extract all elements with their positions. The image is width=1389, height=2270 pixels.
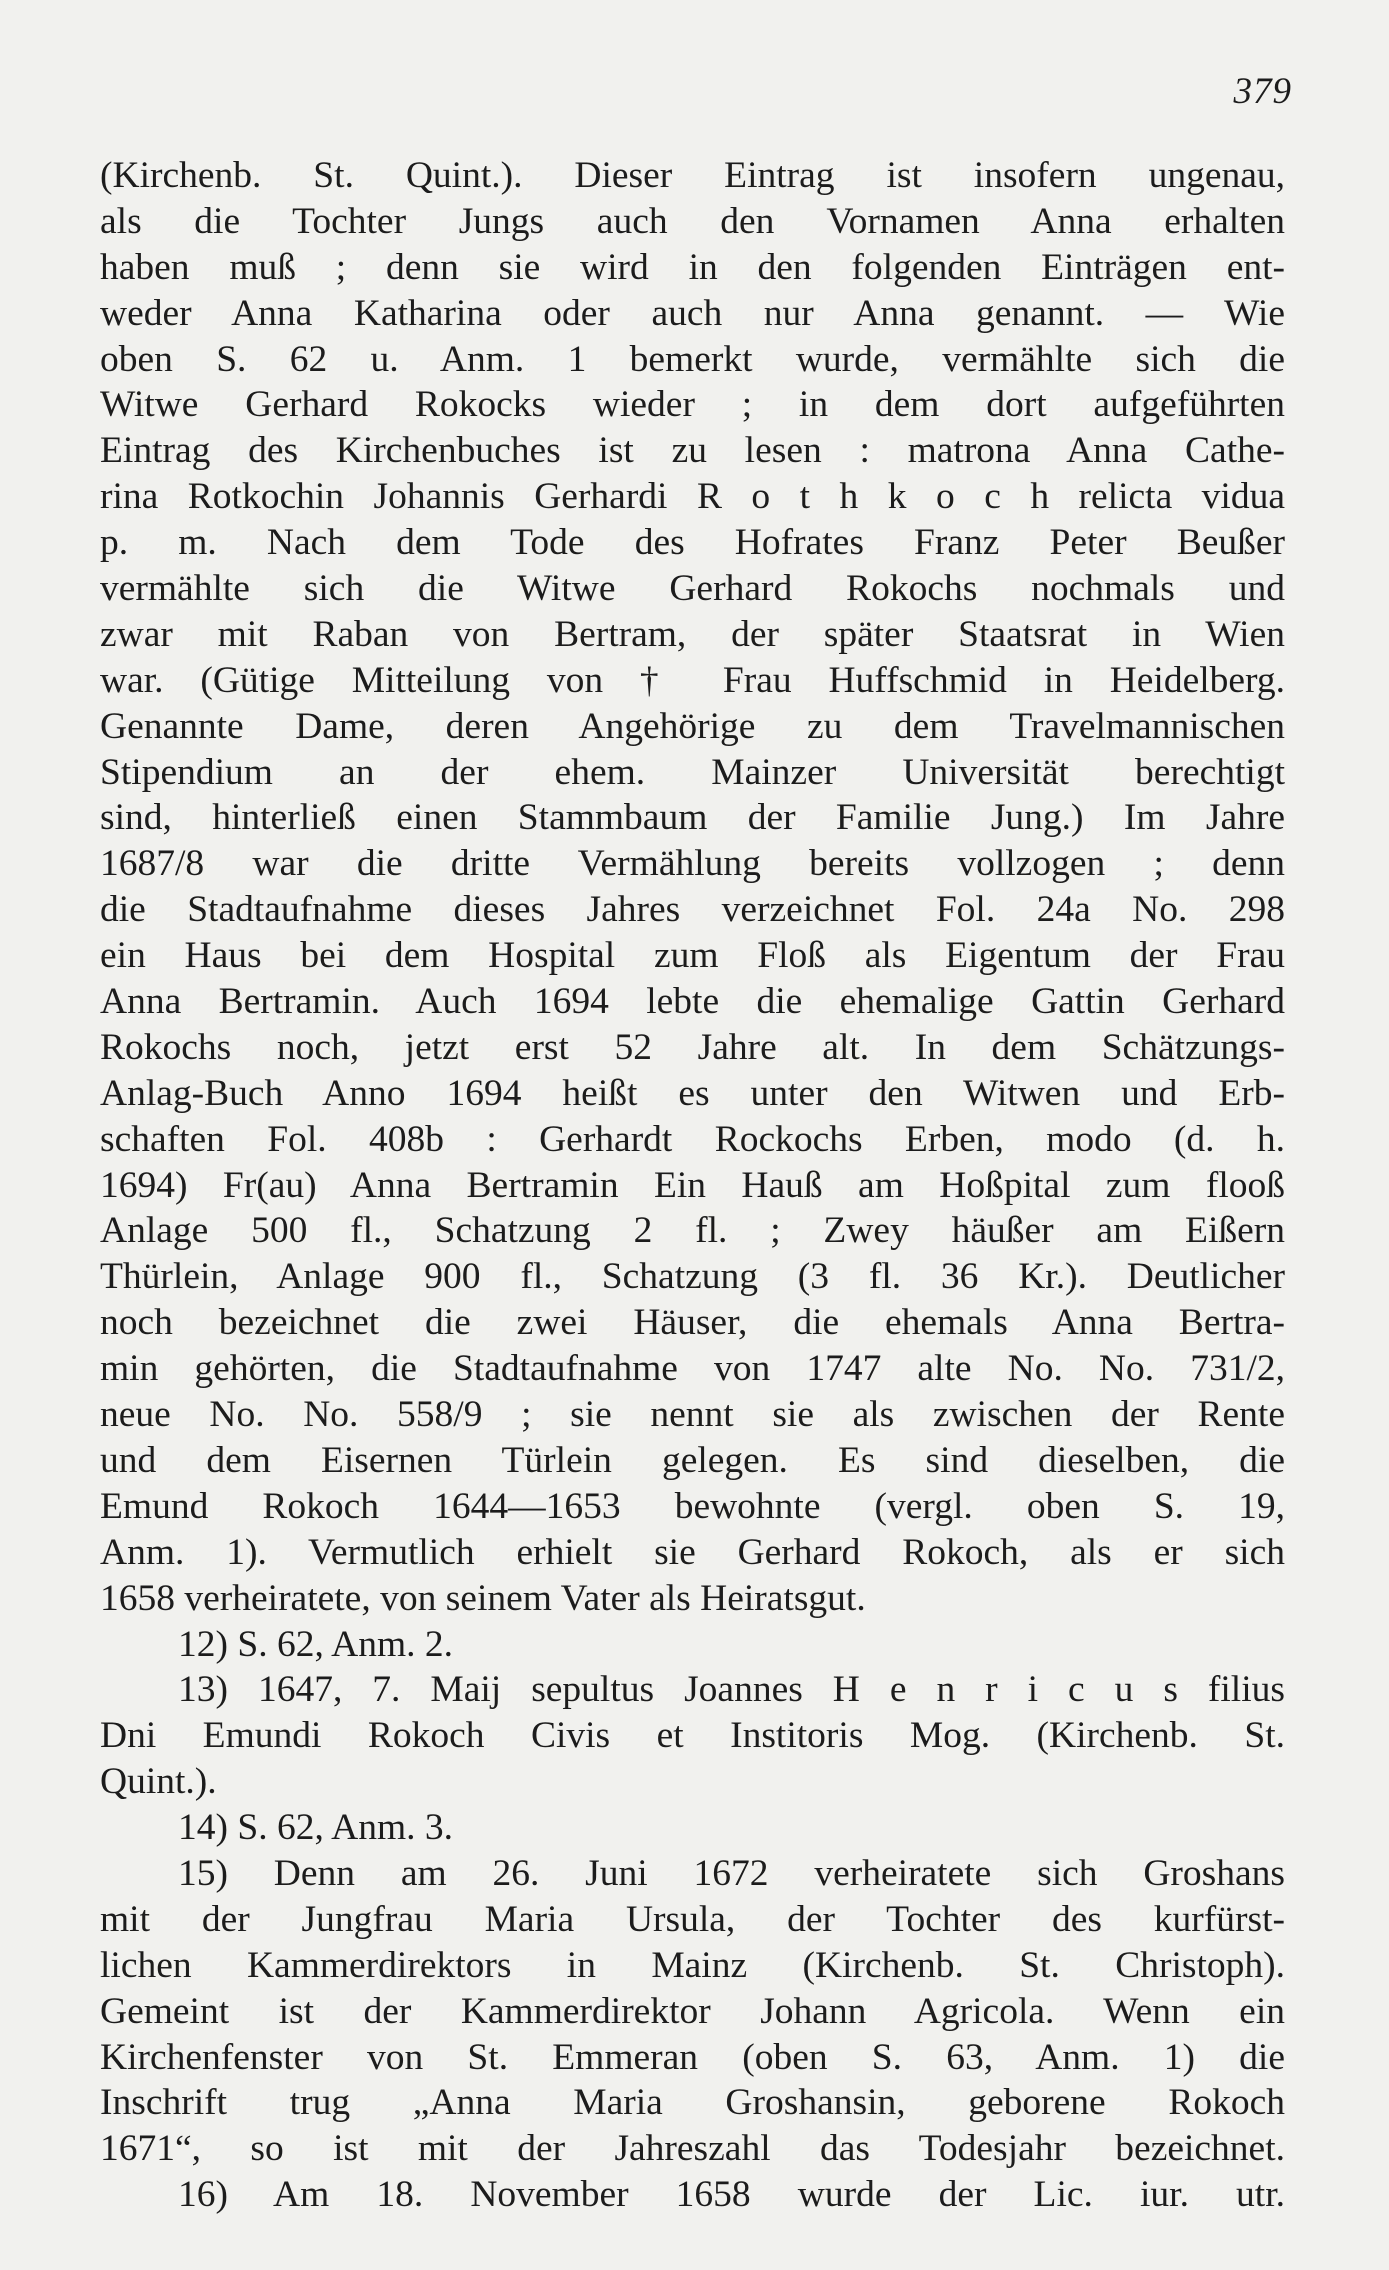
text-line: Emund Rokoch 1644—1653 bewohnte (vergl. oben S. 19,: [100, 1485, 1285, 1527]
text-line: sind, hinterließ einen Stammbaum der Familie Jung.) Im Jahre: [100, 797, 1285, 839]
text-line: Kirchenfenster von St. Emmeran (oben S. 63, Anm. 1) die: [100, 2036, 1285, 2078]
text-line: und dem Eisernen Türlein gelegen. Es sind dieselben, die: [100, 1439, 1285, 1481]
text-line: ein Haus bei dem Hospital zum Floß als Eigentum der Frau: [100, 935, 1285, 977]
text-line: Quint.).: [100, 1761, 217, 1803]
text-line: 1658 verheiratete, von seinem Vater als Heiratsgut.: [100, 1577, 866, 1619]
text-line: Thürlein, Anlage 900 fl., Schatzung (3 fl. 36 Kr.). Deutlicher: [100, 1256, 1285, 1298]
text-line: war. (Gütige Mitteilung von † Frau Huffschmid in Heidelberg.: [100, 659, 1285, 701]
text-line: Genannte Dame, deren Angehörige zu dem Travelmannischen: [100, 705, 1285, 747]
text-line: Rokochs noch, jetzt erst 52 Jahre alt. In dem Schätzungs-: [100, 1026, 1285, 1068]
text-line: Stipendium an der ehem. Mainzer Universität berechtigt: [100, 751, 1285, 793]
text-line: rina Rotkochin Johannis Gerhardi R o t h k o c h relicta vidua: [100, 476, 1285, 518]
text-line: schaften Fol. 408b : Gerhardt Rockochs Erben, modo (d. h.: [100, 1118, 1285, 1160]
text-line: Anm. 1). Vermutlich erhielt sie Gerhard Rokoch, als er sich: [100, 1531, 1285, 1573]
text-line: 12) S. 62, Anm. 2.: [178, 1623, 454, 1665]
text-line: Inschrift trug „Anna Maria Groshansin, geborene Rokoch: [100, 2082, 1285, 2124]
text-line: haben muß ; denn sie wird in den folgenden Einträgen ent-: [100, 246, 1285, 288]
text-line: oben S. 62 u. Anm. 1 bemerkt wurde, vermählte sich die: [100, 338, 1285, 380]
text-line: 1694) Fr(au) Anna Bertramin Ein Hauß am Hoßpital zum flooß: [100, 1164, 1285, 1206]
text-line: 13) 1647, 7. Maij sepultus Joannes H e n r i c u s filius: [178, 1669, 1285, 1711]
text-line: 16) Am 18. November 1658 wurde der Lic. iur. utr.: [178, 2174, 1285, 2216]
text-line: zwar mit Raban von Bertram, der später Staatsrat in Wien: [100, 613, 1285, 655]
text-line: min gehörten, die Stadtaufnahme von 1747 alte No. No. 731/2,: [100, 1348, 1285, 1390]
text-line: mit der Jungfrau Maria Ursula, der Tochter des kurfürst-: [100, 1898, 1285, 1940]
body-text: [100, 153, 1285, 2218]
text-line: als die Tochter Jungs auch den Vornamen Anna erhalten: [100, 200, 1285, 242]
text-line: Anlage 500 fl., Schatzung 2 fl. ; Zwey häußer am Eißern: [100, 1210, 1285, 1252]
text-line: Witwe Gerhard Rokocks wieder ; in dem dort aufgeführten: [100, 384, 1285, 426]
text-line: 1687/8 war die dritte Vermählung bereits vollzogen ; denn: [100, 843, 1285, 885]
text-line: neue No. No. 558/9 ; sie nennt sie als zwischen der Rente: [100, 1394, 1285, 1436]
text-line: weder Anna Katharina oder auch nur Anna genannt. — Wie: [100, 292, 1285, 334]
text-line: noch bezeichnet die zwei Häuser, die ehemals Anna Bertra-: [100, 1302, 1285, 1344]
text-line: Eintrag des Kirchenbuches ist zu lesen : matrona Anna Cathe-: [100, 430, 1285, 472]
text-line: lichen Kammerdirektors in Mainz (Kirchenb. St. Christoph).: [100, 1944, 1285, 1986]
text-line: vermählte sich die Witwe Gerhard Rokochs nochmals und: [100, 568, 1285, 610]
text-line: 14) S. 62, Anm. 3.: [178, 1807, 454, 1849]
text-line: Anlag-Buch Anno 1694 heißt es unter den Witwen und Erb-: [100, 1072, 1285, 1114]
text-line: (Kirchenb. St. Quint.). Dieser Eintrag ist insofern ungenau,: [100, 155, 1285, 196]
text-line: Dni Emundi Rokoch Civis et Institoris Mog. (Kirchenb. St.: [100, 1715, 1285, 1757]
text-line: p. m. Nach dem Tode des Hofrates Franz Peter Beußer: [100, 522, 1285, 564]
text-line: 1671“, so ist mit der Jahreszahl das Todesjahr bezeichnet.: [100, 2128, 1285, 2170]
text-line: 15) Denn am 26. Juni 1672 verheiratete sich Groshans: [178, 1852, 1285, 1894]
text-line: die Stadtaufnahme dieses Jahres verzeichnet Fol. 24a No. 298: [100, 889, 1285, 931]
text-line: Gemeint ist der Kammerdirektor Johann Agricola. Wenn ein: [100, 1990, 1285, 2032]
page-number: 379: [1233, 71, 1292, 112]
text-line: Anna Bertramin. Auch 1694 lebte die ehemalige Gattin Gerhard: [100, 981, 1285, 1023]
